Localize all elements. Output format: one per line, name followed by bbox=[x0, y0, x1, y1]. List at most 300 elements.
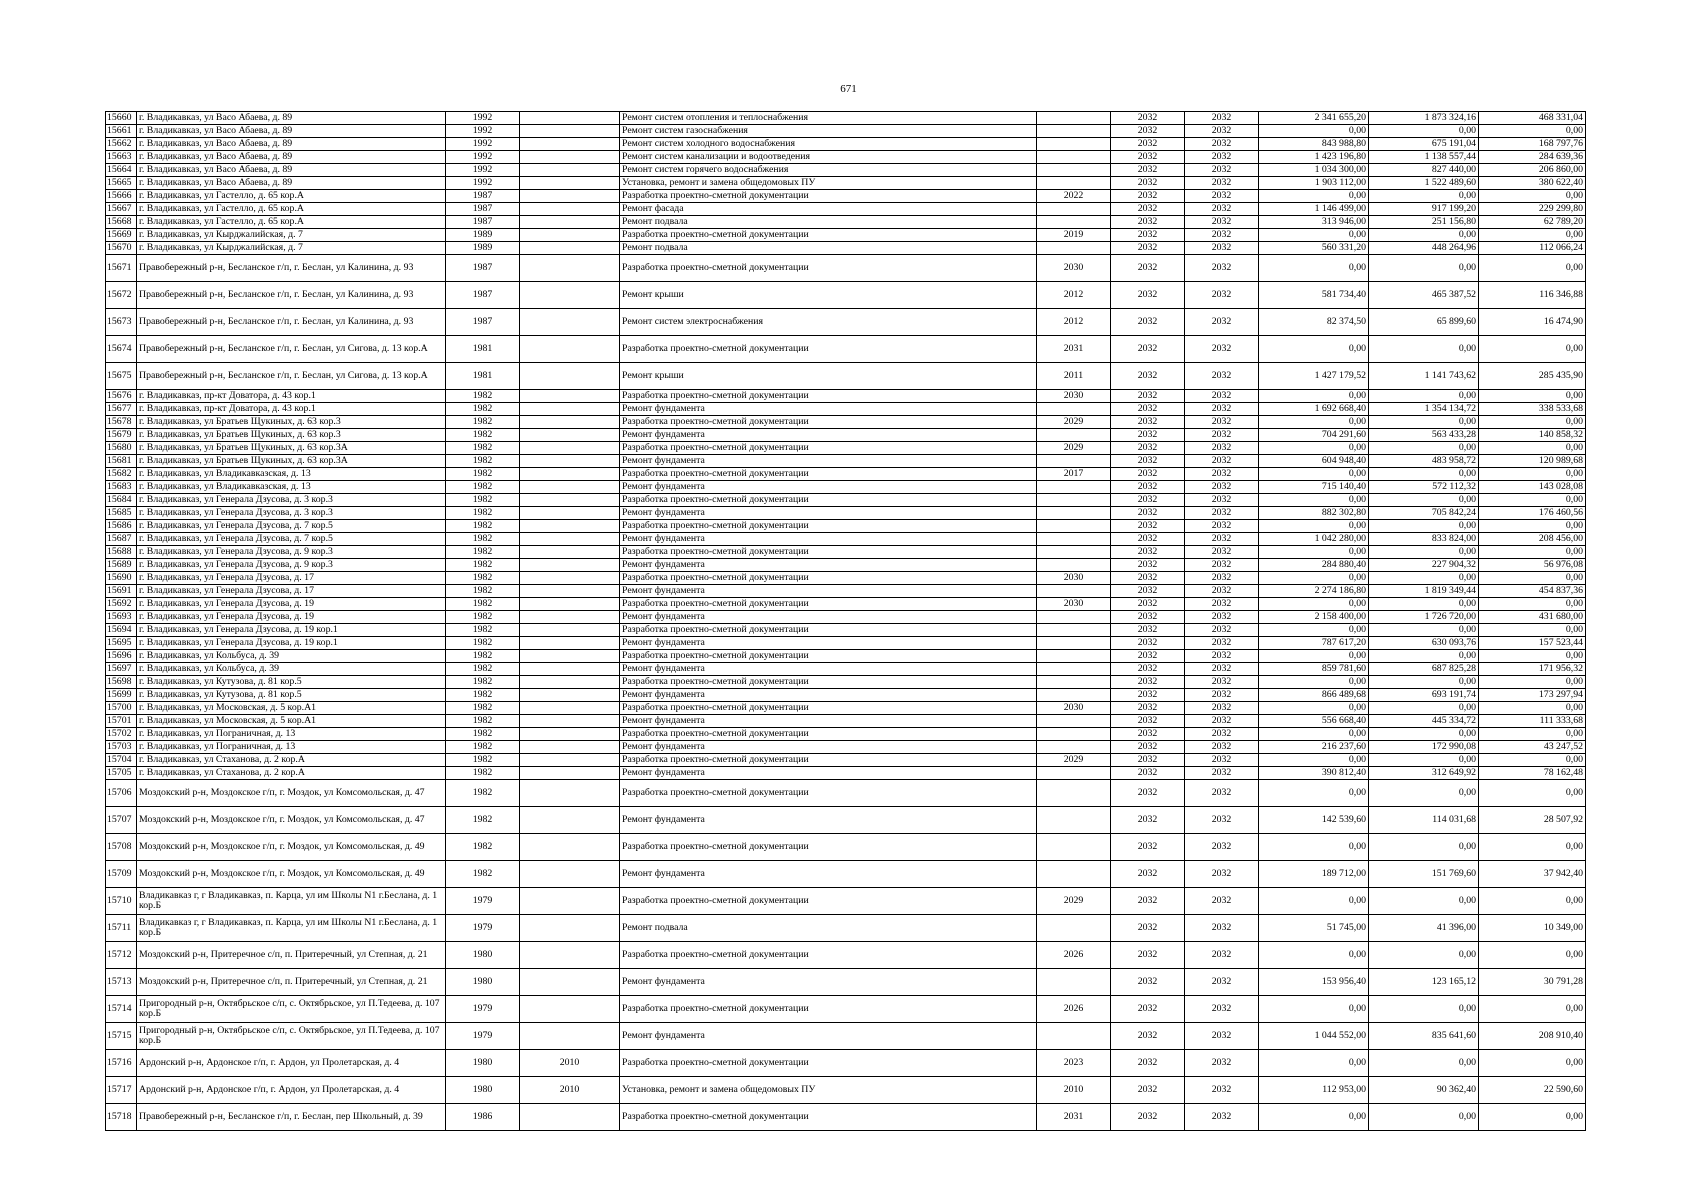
last-repair-year-cell bbox=[1037, 624, 1111, 637]
privatization-year-cell bbox=[520, 969, 620, 996]
owner-cost-cell: 0,00 bbox=[1479, 834, 1586, 861]
row-number-cell: 15672 bbox=[106, 282, 137, 309]
plan-start-year-cell: 2032 bbox=[1111, 942, 1185, 969]
row-number-cell: 15685 bbox=[106, 507, 137, 520]
owner-cost-cell: 0,00 bbox=[1479, 229, 1586, 242]
plan-end-year-cell: 2032 bbox=[1185, 455, 1259, 468]
last-repair-year-cell bbox=[1037, 663, 1111, 676]
privatization-year-cell bbox=[520, 429, 620, 442]
last-repair-year-cell bbox=[1037, 650, 1111, 663]
row-number-cell: 15714 bbox=[106, 996, 137, 1023]
address-cell: г. Владикавказ, ул Васо Абаева, д. 89 bbox=[137, 177, 446, 190]
plan-end-year-cell: 2032 bbox=[1185, 611, 1259, 624]
owner-cost-cell: 0,00 bbox=[1479, 702, 1586, 715]
capital-repair-table bbox=[105, 111, 1586, 1131]
total-cost-cell: 0,00 bbox=[1259, 190, 1369, 203]
last-repair-year-cell bbox=[1037, 585, 1111, 598]
total-cost-cell: 1 423 196,80 bbox=[1259, 151, 1369, 164]
last-repair-year-cell bbox=[1037, 689, 1111, 702]
work-type-cell: Ремонт фундамента bbox=[620, 559, 1037, 572]
last-repair-year-cell bbox=[1037, 507, 1111, 520]
address-cell: г. Владикавказ, ул Васо Абаева, д. 89 bbox=[137, 125, 446, 138]
table-row bbox=[106, 598, 1586, 611]
row-number-cell: 15682 bbox=[106, 468, 137, 481]
plan-start-year-cell: 2032 bbox=[1111, 138, 1185, 151]
plan-start-year-cell: 2032 bbox=[1111, 915, 1185, 942]
privatization-year-cell bbox=[520, 996, 620, 1023]
plan-start-year-cell: 2032 bbox=[1111, 780, 1185, 807]
fund-cost-cell: 0,00 bbox=[1369, 125, 1479, 138]
row-number-cell: 15687 bbox=[106, 533, 137, 546]
fund-cost-cell: 1 819 349,44 bbox=[1369, 585, 1479, 598]
plan-end-year-cell: 2032 bbox=[1185, 138, 1259, 151]
privatization-year-cell bbox=[520, 533, 620, 546]
table-row bbox=[106, 390, 1586, 403]
address-cell: г. Владикавказ, ул Братьев Щукиных, д. 63 кор.3А bbox=[137, 455, 446, 468]
table-row bbox=[106, 429, 1586, 442]
privatization-year-cell: 2010 bbox=[520, 1050, 620, 1077]
privatization-year-cell bbox=[520, 112, 620, 125]
plan-start-year-cell: 2032 bbox=[1111, 282, 1185, 309]
plan-end-year-cell: 2032 bbox=[1185, 1050, 1259, 1077]
work-type-cell: Ремонт систем газоснабжения bbox=[620, 125, 1037, 138]
last-repair-year-cell bbox=[1037, 203, 1111, 216]
build-year-cell: 1982 bbox=[446, 585, 520, 598]
plan-end-year-cell: 2032 bbox=[1185, 403, 1259, 416]
last-repair-year-cell: 2012 bbox=[1037, 282, 1111, 309]
work-type-cell: Разработка проектно-сметной документации bbox=[620, 468, 1037, 481]
address-cell: г. Владикавказ, ул Кырджалийская, д. 7 bbox=[137, 229, 446, 242]
work-type-cell: Разработка проектно-сметной документации bbox=[620, 888, 1037, 915]
build-year-cell: 1982 bbox=[446, 468, 520, 481]
work-type-cell: Разработка проектно-сметной документации bbox=[620, 996, 1037, 1023]
work-type-cell: Разработка проектно-сметной документации bbox=[620, 255, 1037, 282]
total-cost-cell: 556 668,40 bbox=[1259, 715, 1369, 728]
last-repair-year-cell: 2023 bbox=[1037, 1050, 1111, 1077]
privatization-year-cell bbox=[520, 888, 620, 915]
build-year-cell: 1980 bbox=[446, 1077, 520, 1104]
table-row bbox=[106, 942, 1586, 969]
owner-cost-cell: 140 858,32 bbox=[1479, 429, 1586, 442]
table-row bbox=[106, 754, 1586, 767]
build-year-cell: 1979 bbox=[446, 915, 520, 942]
address-cell: г. Владикавказ, ул Стаханова, д. 2 кор.А bbox=[137, 767, 446, 780]
address-cell: г. Владикавказ, ул Генерала Дзусова, д. 7 кор.5 bbox=[137, 533, 446, 546]
fund-cost-cell: 705 842,24 bbox=[1369, 507, 1479, 520]
build-year-cell: 1981 bbox=[446, 363, 520, 390]
address-cell: г. Владикавказ, ул Генерала Дзусова, д. 19 bbox=[137, 598, 446, 611]
row-number-cell: 15661 bbox=[106, 125, 137, 138]
work-type-cell: Ремонт крыши bbox=[620, 282, 1037, 309]
table-row bbox=[106, 1023, 1586, 1050]
address-cell: г. Владикавказ, ул Васо Абаева, д. 89 bbox=[137, 138, 446, 151]
privatization-year-cell bbox=[520, 229, 620, 242]
table-row bbox=[106, 494, 1586, 507]
address-cell: г. Владикавказ, ул Генерала Дзусова, д. 3 кор.3 bbox=[137, 494, 446, 507]
fund-cost-cell: 251 156,80 bbox=[1369, 216, 1479, 229]
work-type-cell: Ремонт фундамента bbox=[620, 507, 1037, 520]
total-cost-cell: 1 427 179,52 bbox=[1259, 363, 1369, 390]
fund-cost-cell: 563 433,28 bbox=[1369, 429, 1479, 442]
fund-cost-cell: 1 138 557,44 bbox=[1369, 151, 1479, 164]
total-cost-cell: 142 539,60 bbox=[1259, 807, 1369, 834]
row-number-cell: 15708 bbox=[106, 834, 137, 861]
table-row bbox=[106, 203, 1586, 216]
fund-cost-cell: 227 904,32 bbox=[1369, 559, 1479, 572]
last-repair-year-cell: 2017 bbox=[1037, 468, 1111, 481]
build-year-cell: 1979 bbox=[446, 888, 520, 915]
plan-end-year-cell: 2032 bbox=[1185, 255, 1259, 282]
address-cell: г. Владикавказ, ул Кырджалийская, д. 7 bbox=[137, 242, 446, 255]
table-body bbox=[106, 112, 1586, 1131]
table-row bbox=[106, 416, 1586, 429]
plan-start-year-cell: 2032 bbox=[1111, 481, 1185, 494]
address-cell: г. Владикавказ, ул Генерала Дзусова, д. 19 кор.1 bbox=[137, 624, 446, 637]
owner-cost-cell: 0,00 bbox=[1479, 780, 1586, 807]
privatization-year-cell bbox=[520, 611, 620, 624]
privatization-year-cell bbox=[520, 915, 620, 942]
plan-end-year-cell: 2032 bbox=[1185, 468, 1259, 481]
total-cost-cell: 0,00 bbox=[1259, 624, 1369, 637]
table-row bbox=[106, 533, 1586, 546]
address-cell: г. Владикавказ, ул Гастелло, д. 65 кор.А bbox=[137, 190, 446, 203]
last-repair-year-cell: 2030 bbox=[1037, 390, 1111, 403]
address-cell: Правобережный р-н, Бесланское г/п, г. Беслан, ул Сигова, д. 13 кор.А bbox=[137, 363, 446, 390]
plan-start-year-cell: 2032 bbox=[1111, 494, 1185, 507]
build-year-cell: 1979 bbox=[446, 1023, 520, 1050]
plan-start-year-cell: 2032 bbox=[1111, 164, 1185, 177]
row-number-cell: 15694 bbox=[106, 624, 137, 637]
address-cell: г. Владикавказ, ул Генерала Дзусова, д. 17 bbox=[137, 572, 446, 585]
row-number-cell: 15692 bbox=[106, 598, 137, 611]
fund-cost-cell: 0,00 bbox=[1369, 1050, 1479, 1077]
table-row bbox=[106, 255, 1586, 282]
last-repair-year-cell bbox=[1037, 455, 1111, 468]
owner-cost-cell: 0,00 bbox=[1479, 125, 1586, 138]
build-year-cell: 1982 bbox=[446, 754, 520, 767]
last-repair-year-cell bbox=[1037, 429, 1111, 442]
work-type-cell: Разработка проектно-сметной документации bbox=[620, 1104, 1037, 1131]
privatization-year-cell bbox=[520, 754, 620, 767]
build-year-cell: 1979 bbox=[446, 996, 520, 1023]
total-cost-cell: 284 880,40 bbox=[1259, 559, 1369, 572]
last-repair-year-cell bbox=[1037, 611, 1111, 624]
row-number-cell: 15704 bbox=[106, 754, 137, 767]
owner-cost-cell: 112 066,24 bbox=[1479, 242, 1586, 255]
table-row bbox=[106, 520, 1586, 533]
plan-end-year-cell: 2032 bbox=[1185, 767, 1259, 780]
last-repair-year-cell bbox=[1037, 559, 1111, 572]
row-number-cell: 15664 bbox=[106, 164, 137, 177]
row-number-cell: 15689 bbox=[106, 559, 137, 572]
row-number-cell: 15686 bbox=[106, 520, 137, 533]
address-cell: г. Владикавказ, ул Братьев Щукиных, д. 63 кор.3А bbox=[137, 442, 446, 455]
plan-start-year-cell: 2032 bbox=[1111, 650, 1185, 663]
address-cell: г. Владикавказ, ул Стаханова, д. 2 кор.А bbox=[137, 754, 446, 767]
last-repair-year-cell bbox=[1037, 112, 1111, 125]
privatization-year-cell bbox=[520, 637, 620, 650]
plan-start-year-cell: 2032 bbox=[1111, 520, 1185, 533]
row-number-cell: 15713 bbox=[106, 969, 137, 996]
row-number-cell: 15691 bbox=[106, 585, 137, 598]
work-type-cell: Ремонт подвала bbox=[620, 242, 1037, 255]
privatization-year-cell bbox=[520, 455, 620, 468]
work-type-cell: Разработка проектно-сметной документации bbox=[620, 190, 1037, 203]
row-number-cell: 15680 bbox=[106, 442, 137, 455]
plan-end-year-cell: 2032 bbox=[1185, 309, 1259, 336]
row-number-cell: 15698 bbox=[106, 676, 137, 689]
build-year-cell: 1987 bbox=[446, 190, 520, 203]
privatization-year-cell bbox=[520, 572, 620, 585]
last-repair-year-cell: 2019 bbox=[1037, 229, 1111, 242]
plan-end-year-cell: 2032 bbox=[1185, 676, 1259, 689]
owner-cost-cell: 0,00 bbox=[1479, 728, 1586, 741]
build-year-cell: 1982 bbox=[446, 807, 520, 834]
plan-start-year-cell: 2032 bbox=[1111, 572, 1185, 585]
fund-cost-cell: 172 990,08 bbox=[1369, 741, 1479, 754]
plan-start-year-cell: 2032 bbox=[1111, 611, 1185, 624]
plan-end-year-cell: 2032 bbox=[1185, 429, 1259, 442]
owner-cost-cell: 56 976,08 bbox=[1479, 559, 1586, 572]
table-row bbox=[106, 715, 1586, 728]
build-year-cell: 1982 bbox=[446, 520, 520, 533]
work-type-cell: Ремонт фундамента bbox=[620, 533, 1037, 546]
privatization-year-cell bbox=[520, 942, 620, 969]
row-number-cell: 15668 bbox=[106, 216, 137, 229]
last-repair-year-cell bbox=[1037, 520, 1111, 533]
fund-cost-cell: 693 191,74 bbox=[1369, 689, 1479, 702]
plan-end-year-cell: 2032 bbox=[1185, 533, 1259, 546]
total-cost-cell: 0,00 bbox=[1259, 780, 1369, 807]
row-number-cell: 15716 bbox=[106, 1050, 137, 1077]
table-row bbox=[106, 190, 1586, 203]
address-cell: Моздокский р-н, Моздокское г/п, г. Моздок, ул Комсомольская, д. 47 bbox=[137, 780, 446, 807]
plan-end-year-cell: 2032 bbox=[1185, 164, 1259, 177]
privatization-year-cell bbox=[520, 1023, 620, 1050]
total-cost-cell: 1 903 112,00 bbox=[1259, 177, 1369, 190]
table-row bbox=[106, 546, 1586, 559]
plan-start-year-cell: 2032 bbox=[1111, 598, 1185, 611]
address-cell: г. Владикавказ, ул Генерала Дзусова, д. 3 кор.3 bbox=[137, 507, 446, 520]
table-row bbox=[106, 229, 1586, 242]
last-repair-year-cell bbox=[1037, 637, 1111, 650]
privatization-year-cell bbox=[520, 125, 620, 138]
plan-end-year-cell: 2032 bbox=[1185, 715, 1259, 728]
plan-end-year-cell: 2032 bbox=[1185, 1023, 1259, 1050]
table-row bbox=[106, 112, 1586, 125]
work-type-cell: Разработка проектно-сметной документации bbox=[620, 336, 1037, 363]
build-year-cell: 1982 bbox=[446, 834, 520, 861]
total-cost-cell: 2 274 186,80 bbox=[1259, 585, 1369, 598]
work-type-cell: Ремонт фундамента bbox=[620, 715, 1037, 728]
owner-cost-cell: 16 474,90 bbox=[1479, 309, 1586, 336]
fund-cost-cell: 465 387,52 bbox=[1369, 282, 1479, 309]
last-repair-year-cell bbox=[1037, 403, 1111, 416]
row-number-cell: 15660 bbox=[106, 112, 137, 125]
row-number-cell: 15699 bbox=[106, 689, 137, 702]
table-row bbox=[106, 915, 1586, 942]
fund-cost-cell: 572 112,32 bbox=[1369, 481, 1479, 494]
row-number-cell: 15671 bbox=[106, 255, 137, 282]
plan-start-year-cell: 2032 bbox=[1111, 336, 1185, 363]
owner-cost-cell: 37 942,40 bbox=[1479, 861, 1586, 888]
build-year-cell: 1989 bbox=[446, 242, 520, 255]
address-cell: Моздокский р-н, Моздокское г/п, г. Моздок, ул Комсомольская, д. 47 bbox=[137, 807, 446, 834]
fund-cost-cell: 151 769,60 bbox=[1369, 861, 1479, 888]
plan-end-year-cell: 2032 bbox=[1185, 559, 1259, 572]
table-row bbox=[106, 151, 1586, 164]
work-type-cell: Разработка проектно-сметной документации bbox=[620, 546, 1037, 559]
last-repair-year-cell bbox=[1037, 715, 1111, 728]
fund-cost-cell: 0,00 bbox=[1369, 728, 1479, 741]
address-cell: г. Владикавказ, пр-кт Доватора, д. 43 кор.1 bbox=[137, 390, 446, 403]
total-cost-cell: 1 044 552,00 bbox=[1259, 1023, 1369, 1050]
work-type-cell: Разработка проектно-сметной документации bbox=[620, 229, 1037, 242]
build-year-cell: 1986 bbox=[446, 1104, 520, 1131]
owner-cost-cell: 173 297,94 bbox=[1479, 689, 1586, 702]
fund-cost-cell: 0,00 bbox=[1369, 834, 1479, 861]
build-year-cell: 1982 bbox=[446, 780, 520, 807]
last-repair-year-cell bbox=[1037, 164, 1111, 177]
total-cost-cell: 0,00 bbox=[1259, 390, 1369, 403]
owner-cost-cell: 0,00 bbox=[1479, 754, 1586, 767]
address-cell: г. Владикавказ, ул Кутузова, д. 81 кор.5 bbox=[137, 689, 446, 702]
row-number-cell: 15688 bbox=[106, 546, 137, 559]
build-year-cell: 1982 bbox=[446, 861, 520, 888]
table-row bbox=[106, 834, 1586, 861]
privatization-year-cell bbox=[520, 164, 620, 177]
last-repair-year-cell: 2022 bbox=[1037, 190, 1111, 203]
fund-cost-cell: 483 958,72 bbox=[1369, 455, 1479, 468]
build-year-cell: 1982 bbox=[446, 728, 520, 741]
table-row bbox=[106, 282, 1586, 309]
total-cost-cell: 0,00 bbox=[1259, 676, 1369, 689]
owner-cost-cell: 157 523,44 bbox=[1479, 637, 1586, 650]
build-year-cell: 1982 bbox=[446, 689, 520, 702]
row-number-cell: 15703 bbox=[106, 741, 137, 754]
work-type-cell: Разработка проектно-сметной документации bbox=[620, 442, 1037, 455]
plan-start-year-cell: 2032 bbox=[1111, 390, 1185, 403]
plan-start-year-cell: 2032 bbox=[1111, 468, 1185, 481]
plan-start-year-cell: 2032 bbox=[1111, 728, 1185, 741]
fund-cost-cell: 687 825,28 bbox=[1369, 663, 1479, 676]
plan-start-year-cell: 2032 bbox=[1111, 229, 1185, 242]
table-row bbox=[106, 996, 1586, 1023]
fund-cost-cell: 0,00 bbox=[1369, 702, 1479, 715]
address-cell: Правобережный р-н, Бесланское г/п, г. Беслан, пер Школьный, д. 39 bbox=[137, 1104, 446, 1131]
work-type-cell: Разработка проектно-сметной документации bbox=[620, 942, 1037, 969]
address-cell: Правобережный р-н, Бесланское г/п, г. Беслан, ул Калинина, д. 93 bbox=[137, 255, 446, 282]
fund-cost-cell: 0,00 bbox=[1369, 996, 1479, 1023]
plan-start-year-cell: 2032 bbox=[1111, 533, 1185, 546]
fund-cost-cell: 0,00 bbox=[1369, 650, 1479, 663]
row-number-cell: 15695 bbox=[106, 637, 137, 650]
plan-start-year-cell: 2032 bbox=[1111, 112, 1185, 125]
total-cost-cell: 1 146 499,00 bbox=[1259, 203, 1369, 216]
last-repair-year-cell: 2030 bbox=[1037, 255, 1111, 282]
address-cell: г. Владикавказ, ул Пограничная, д. 13 bbox=[137, 728, 446, 741]
page-number: 671 bbox=[840, 83, 857, 95]
fund-cost-cell: 917 199,20 bbox=[1369, 203, 1479, 216]
work-type-cell: Ремонт подвала bbox=[620, 915, 1037, 942]
total-cost-cell: 0,00 bbox=[1259, 229, 1369, 242]
work-type-cell: Ремонт фундамента bbox=[620, 481, 1037, 494]
work-type-cell: Ремонт систем канализации и водоотведения bbox=[620, 151, 1037, 164]
fund-cost-cell: 90 362,40 bbox=[1369, 1077, 1479, 1104]
row-number-cell: 15670 bbox=[106, 242, 137, 255]
privatization-year-cell bbox=[520, 403, 620, 416]
owner-cost-cell: 0,00 bbox=[1479, 546, 1586, 559]
build-year-cell: 1992 bbox=[446, 125, 520, 138]
plan-start-year-cell: 2032 bbox=[1111, 507, 1185, 520]
work-type-cell: Разработка проектно-сметной документации bbox=[620, 676, 1037, 689]
last-repair-year-cell bbox=[1037, 151, 1111, 164]
address-cell: Пригородный р-н, Октябрьское с/п, с. Октябрьское, ул П.Тедеева, д. 107 кор.Б bbox=[137, 1023, 446, 1050]
row-number-cell: 15676 bbox=[106, 390, 137, 403]
total-cost-cell: 0,00 bbox=[1259, 650, 1369, 663]
table-row bbox=[106, 164, 1586, 177]
build-year-cell: 1987 bbox=[446, 255, 520, 282]
work-type-cell: Установка, ремонт и замена общедомовых ПУ bbox=[620, 1077, 1037, 1104]
fund-cost-cell: 827 440,00 bbox=[1369, 164, 1479, 177]
owner-cost-cell: 285 435,90 bbox=[1479, 363, 1586, 390]
build-year-cell: 1982 bbox=[446, 715, 520, 728]
total-cost-cell: 0,00 bbox=[1259, 942, 1369, 969]
work-type-cell: Ремонт фундамента bbox=[620, 969, 1037, 996]
row-number-cell: 15701 bbox=[106, 715, 137, 728]
fund-cost-cell: 0,00 bbox=[1369, 520, 1479, 533]
build-year-cell: 1982 bbox=[446, 572, 520, 585]
build-year-cell: 1980 bbox=[446, 1050, 520, 1077]
total-cost-cell: 1 692 668,40 bbox=[1259, 403, 1369, 416]
build-year-cell: 1982 bbox=[446, 481, 520, 494]
work-type-cell: Ремонт фундамента bbox=[620, 611, 1037, 624]
last-repair-year-cell bbox=[1037, 861, 1111, 888]
plan-end-year-cell: 2032 bbox=[1185, 177, 1259, 190]
row-number-cell: 15674 bbox=[106, 336, 137, 363]
owner-cost-cell: 28 507,92 bbox=[1479, 807, 1586, 834]
work-type-cell: Разработка проектно-сметной документации bbox=[620, 416, 1037, 429]
privatization-year-cell bbox=[520, 741, 620, 754]
address-cell: Правобережный р-н, Бесланское г/п, г. Беслан, ул Сигова, д. 13 кор.А bbox=[137, 336, 446, 363]
fund-cost-cell: 114 031,68 bbox=[1369, 807, 1479, 834]
plan-start-year-cell: 2032 bbox=[1111, 442, 1185, 455]
plan-start-year-cell: 2032 bbox=[1111, 807, 1185, 834]
privatization-year-cell bbox=[520, 546, 620, 559]
fund-cost-cell: 1 873 324,16 bbox=[1369, 112, 1479, 125]
table-row bbox=[106, 780, 1586, 807]
build-year-cell: 1992 bbox=[446, 177, 520, 190]
work-type-cell: Ремонт фундамента bbox=[620, 637, 1037, 650]
total-cost-cell: 0,00 bbox=[1259, 1050, 1369, 1077]
last-repair-year-cell bbox=[1037, 728, 1111, 741]
fund-cost-cell: 630 093,76 bbox=[1369, 637, 1479, 650]
fund-cost-cell: 0,00 bbox=[1369, 598, 1479, 611]
privatization-year-cell bbox=[520, 650, 620, 663]
plan-end-year-cell: 2032 bbox=[1185, 689, 1259, 702]
build-year-cell: 1982 bbox=[446, 390, 520, 403]
last-repair-year-cell: 2030 bbox=[1037, 572, 1111, 585]
plan-start-year-cell: 2032 bbox=[1111, 455, 1185, 468]
last-repair-year-cell bbox=[1037, 741, 1111, 754]
privatization-year-cell bbox=[520, 807, 620, 834]
last-repair-year-cell: 2031 bbox=[1037, 1104, 1111, 1131]
build-year-cell: 1982 bbox=[446, 507, 520, 520]
last-repair-year-cell: 2031 bbox=[1037, 336, 1111, 363]
total-cost-cell: 0,00 bbox=[1259, 125, 1369, 138]
fund-cost-cell: 312 649,92 bbox=[1369, 767, 1479, 780]
build-year-cell: 1982 bbox=[446, 637, 520, 650]
